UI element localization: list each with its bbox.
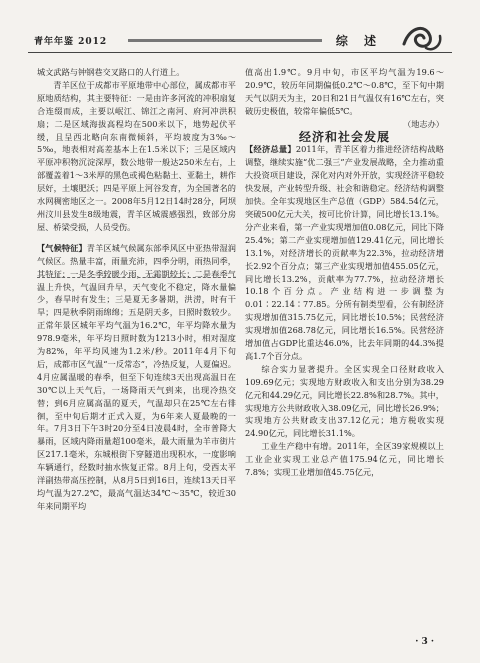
header-rule	[28, 52, 452, 53]
swirl-logo-icon	[400, 22, 444, 54]
section-name: 综 述	[335, 34, 382, 48]
right-column	[245, 66, 444, 479]
paragraph: 工业生产稳中有增。2011年，全区39家规模以上工业企业实现工业总产值175.94亿元，同比增长7.8%；实现工业增加值45.75亿元，	[245, 441, 444, 478]
paragraph-text: 2011年，青羊区着力推进经济结构战略调整，继续实施“优二强三”产业发展战略，全力推动重大投资项目建设，深化对内对外开放，实现经济平稳较快发展，产业转型升级、社会和谐稳定。经济结构调整加快。全年实现地区生产总值（GDP）584.54亿元，突破500亿元大关，按可比价计算，同比增长13.1%。分产业来看，第一产业实现增加值0.08亿元，同比下降25.4%；第二产业实现增加值129.41亿元，同比增长13.1%，对经济增长的贡献率为22.3%，拉动经济增长2.92个百分点；第三产业实现增加值455.05亿元，同比增长13.2%，贡献率为77.7%，拉动经济增长10.18个百分点。产业结构进一步调整为0.01∶22.14∶77.85。分所有制类型看，公有制经济实现增加值315.75亿元，同比增长10.5%；民营经济实现增加值268.78亿元，同比增长16.5%。民营经济增加值占GDP比重达46.0%，比去年同期的44.3%提高1.7个百分点。	[245, 144, 444, 361]
paragraph-text: 青羊区城气候属东部季风区中亚热带湿润气候区。热量丰富，雨量充沛，四季分明，雨热同季，其特征：一是冬季较暖少雨，无霜期较长；二是春季气温上升快，气温回升早，天气变化不稳定，降水量偏少，春旱时有发生；三是夏无多暑期，洪涝，时有干旱；四是秋季阴雨绵绵；五是阴天多，日照时数较少。正常年景区城年平均气温为16.2℃，年平均降水量为978.9毫米，年平均日照时数为1213小时，相对湿度为82%，年平均风速为1.2米/秒。2011年4月下旬后，成都市区气温“一反常态”，冷热反复，人夏偏迟。4月应属温暖的春季，但至下旬连续3天出现高温日在30℃以上天气后，一场降雨天气到来，出现冷热交替；到6月应属高温的夏天，气温却只在25℃左右徘徊，至中旬后期才正式入夏，为6年来人夏最晚的一年。7月3日下午3时20分至4日凌晨4时，全市普降大暴雨，区域内降雨量超100毫米，最大雨量为羊市街片区217.1毫米，东城根街下穿隧道出现积水，一度影响车辆通行，经数时抽水恢复正常。8月上旬，受西太平洋副热带高压控制，从8月5日到16日，连续13天日平均气温为27.2℃，最高气温达34℃～35℃，较近30年来同期平均	[37, 242, 236, 511]
paragraph: 城文武路与钟钢巷交叉路口的人行道上。	[37, 67, 185, 77]
page-header	[28, 28, 452, 52]
section-tag: 【经济总量】	[245, 144, 296, 155]
left-column	[37, 66, 236, 513]
dashed-divider	[37, 277, 236, 279]
paragraph: 青羊区位于成都市平原地带中心部位，属成都市平原地质结构，其主要特征：一是由许多河流的冲积扇复合连缀而成，主要以岷江、锦江之南河、府河冲洪积扇；二是区域海拔高程均在500米以下，地势起伏平缓，且呈西北略向东南微倾斜，平均坡度为3‰～5‰，地表相对高差基本上在1.5米以下；三是区域内平原冲积物沉淀深厚，数公地带一般达250米左右，上部覆盖着1～3米厚的黑色或褐色粘黏土、亚黏土，耕作层好，土壤肥沃；四是平原上河谷发育，为全国著名的水网稠密地区之一。2008年5月12日14时28分，阿坝州汶川县发生8级地震，青羊区城震感强烈，致部分房屋、桥梁受损，人员受伤。	[37, 79, 236, 232]
paragraph: 综合实力显著提升。全区实现全口径财政收入109.69亿元；实现地方财政收入和支出分别为38.29亿元和44.29亿元，同比增长22.8%和28.7%。其中，实现地方公共财政收入38.09亿元，同比增长26.9%；实现地方公共财政支出37.12亿元；地方税收实现24.90亿元，同比增长31.1%。	[245, 363, 444, 439]
paragraph	[37, 242, 236, 513]
page-number: · 3 ·	[415, 637, 434, 647]
section-tag: 【气候特征】	[37, 242, 87, 253]
yearbook-title: 青年年鉴 2012	[34, 37, 108, 47]
section-title: 经济和社会发展	[298, 129, 390, 144]
header-bar	[128, 39, 322, 42]
paragraph: 值高出1.9℃。9月中旬，市区平均气温为19.6～20.9℃，较历年同期偏低0.2℃～0.8℃，至下旬中期天气以阴天为主，20日和21日气温仅有16℃左右，突破历史极值，较常年偏低5℃。	[245, 67, 444, 116]
source-note: （地志办）	[403, 118, 444, 129]
paragraph	[245, 143, 444, 362]
